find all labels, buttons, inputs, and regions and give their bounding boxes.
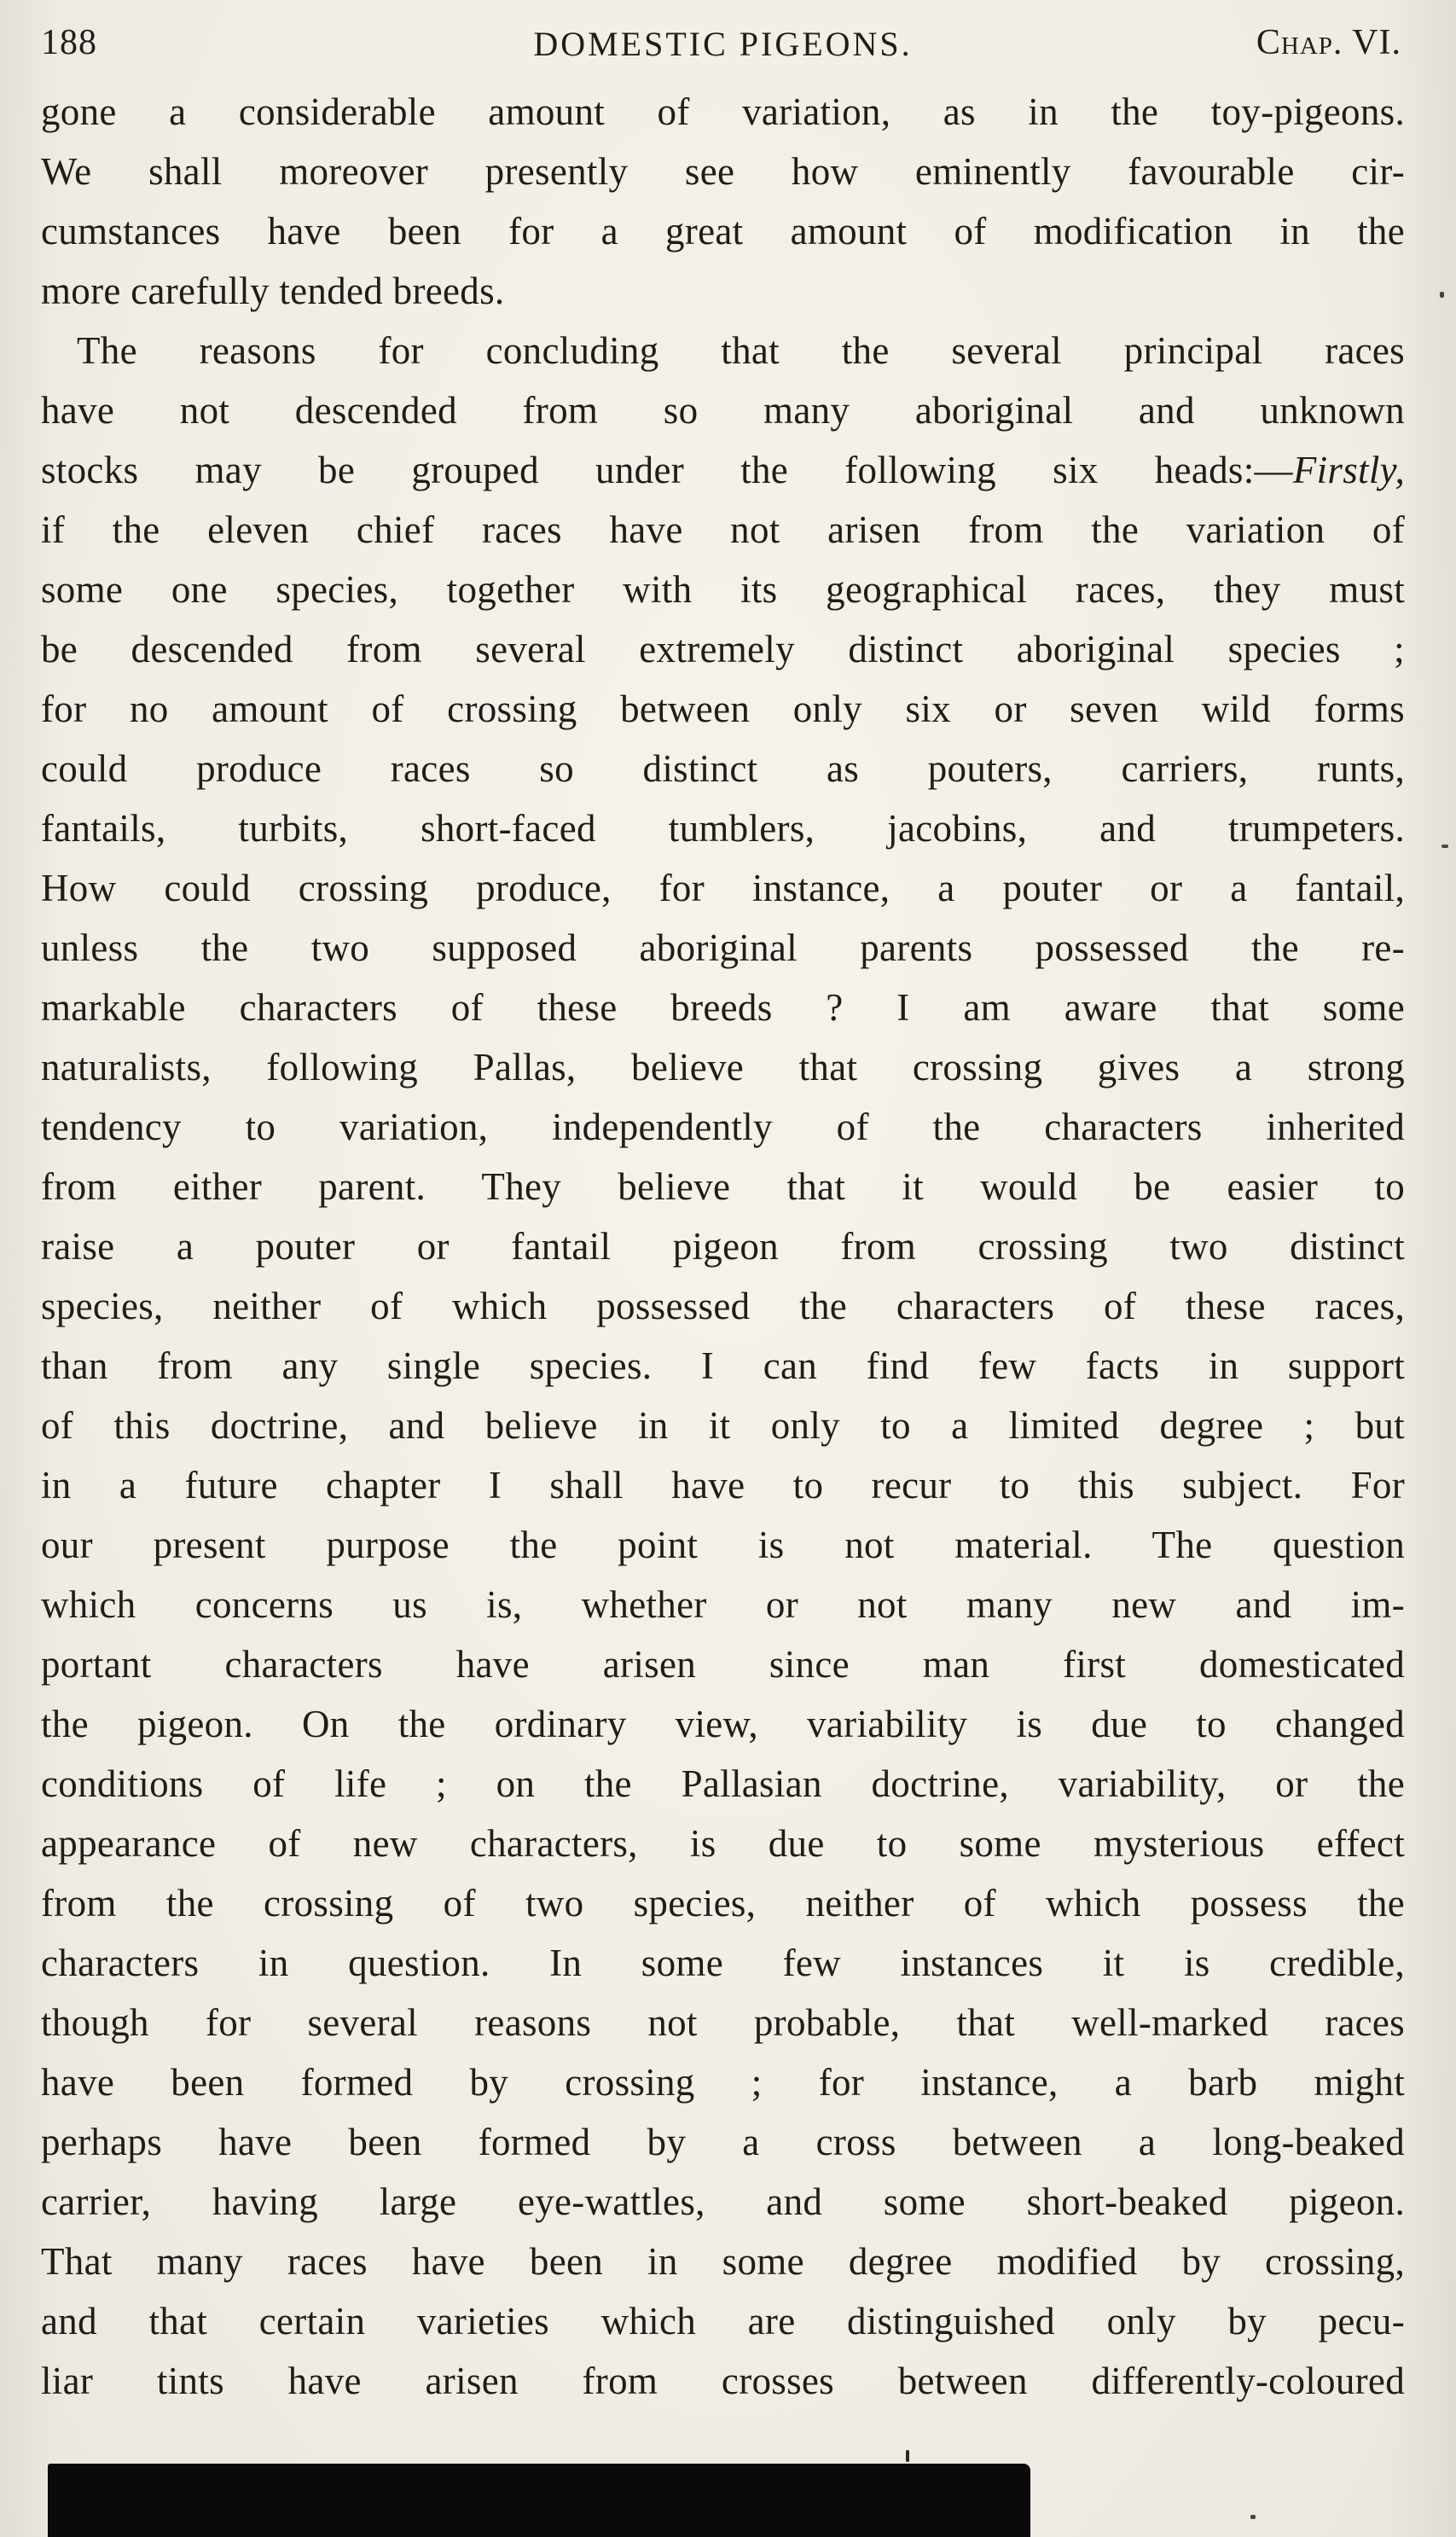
text-line <box>41 679 1405 739</box>
text-segment: than from any single species. I can find few facts in support <box>41 1344 1405 1387</box>
text-line <box>41 858 1405 918</box>
text-segment: liar tints have arisen from crosses between differently-coloured <box>41 2360 1405 2402</box>
text-line <box>41 1993 1405 2052</box>
text-line <box>41 2351 1405 2411</box>
text-line <box>41 1575 1405 1634</box>
text-segment: more carefully tended breeds. <box>41 270 505 312</box>
text-segment: markable characters of these breeds ? I am aware that some <box>41 986 1405 1029</box>
text-line <box>41 380 1405 440</box>
text-segment: carrier, having large eye-wattles, and some short-beaked pigeon. <box>41 2180 1405 2223</box>
text-line <box>41 201 1405 261</box>
text-line <box>41 918 1405 978</box>
text-line <box>41 1097 1405 1157</box>
text-line <box>41 1873 1405 1933</box>
text-line <box>41 1694 1405 1754</box>
text-line <box>41 1396 1405 1455</box>
text-segment: in a future chapter I shall have to recur to this subject. For <box>41 1464 1405 1507</box>
text-segment: species, neither of which possessed the characters of these races, <box>41 1285 1405 1327</box>
text-line <box>41 1634 1405 1694</box>
text-segment: naturalists, following Pallas, believe that crossing gives a strong <box>41 1046 1405 1089</box>
text-segment: unless the two supposed aboriginal parents possessed the re- <box>41 926 1405 969</box>
text-segment: portant characters have arisen since man first domesticated <box>41 1643 1405 1686</box>
text-segment: perhaps have been formed by a cross between a long-beaked <box>41 2121 1405 2163</box>
text-segment: The reasons for concluding that the several principal races <box>77 329 1405 372</box>
text-line <box>41 261 1405 321</box>
text-line <box>41 1455 1405 1515</box>
text-line <box>41 1157 1405 1216</box>
text-segment: have not descended from so many aboriginal and unknown <box>41 389 1405 432</box>
text-line <box>41 142 1405 201</box>
text-line <box>41 1933 1405 1993</box>
text-line <box>41 440 1405 500</box>
scan-artifact-bar <box>48 2464 1030 2537</box>
text-line <box>41 2112 1405 2172</box>
text-segment: We shall moreover presently see how eminently favourable cir- <box>41 150 1405 193</box>
text-line <box>41 739 1405 798</box>
text-segment: raise a pouter or fantail pigeon from crossing two distinct <box>41 1225 1405 1268</box>
text-segment: for no amount of crossing between only six or seven wild forms <box>41 688 1405 730</box>
text-line <box>41 1216 1405 1276</box>
text-segment: fantails, turbits, short-faced tumblers, jacobins, and trumpeters. <box>41 807 1405 850</box>
text-segment: from the crossing of two species, neither of which possess the <box>41 1882 1405 1925</box>
chapter-label: Chap. VI. <box>1256 23 1401 62</box>
text-line <box>41 560 1405 619</box>
text-line <box>41 1754 1405 1814</box>
text-segment: stocks may be grouped under the following six heads:— <box>41 449 1293 491</box>
text-segment: conditions of life ; on the Pallasian doctrine, variability, or the <box>41 1762 1405 1805</box>
text-line <box>41 500 1405 560</box>
page-number: 188 <box>41 23 97 62</box>
text-segment: though for several reasons not probable, that well-marked races <box>41 2001 1405 2044</box>
text-segment: tendency to variation, independently of the characters inherited <box>41 1106 1405 1148</box>
text-line <box>41 1037 1405 1097</box>
text-segment: characters in question. In some few instances it is credible, <box>41 1942 1405 1984</box>
text-segment: That many races have been in some degree modified by crossing, <box>41 2240 1405 2283</box>
text-line <box>41 798 1405 858</box>
text-segment: which concerns us is, whether or not many new and im- <box>41 1583 1405 1626</box>
text-segment: and that certain varieties which are distinguished only by pecu- <box>41 2300 1405 2343</box>
text-line <box>41 82 1405 142</box>
text-line <box>41 321 1405 380</box>
text-segment: some one species, together with its geographical races, they must <box>41 568 1405 611</box>
text-line <box>41 978 1405 1037</box>
text-line <box>41 1336 1405 1396</box>
text-line <box>41 2052 1405 2112</box>
scan-speck <box>1250 2515 1256 2519</box>
text-segment: could produce races so distinct as pouters, carriers, runts, <box>41 747 1405 790</box>
text-line <box>41 1276 1405 1336</box>
text-line <box>41 1814 1405 1873</box>
italic-text: Firstly, <box>1292 449 1405 491</box>
running-title: DOMESTIC PIGEONS. <box>533 25 913 63</box>
text-block <box>41 82 1405 2411</box>
text-line <box>41 2172 1405 2232</box>
page-header <box>41 22 1405 72</box>
text-line <box>41 2291 1405 2351</box>
text-segment: appearance of new characters, is due to some mysterious effect <box>41 1822 1405 1865</box>
text-segment: the pigeon. On the ordinary view, variability is due to changed <box>41 1703 1405 1745</box>
text-segment: from either parent. They believe that it would be easier to <box>41 1165 1405 1208</box>
text-segment: if the eleven chief races have not arisen from the variation of <box>41 508 1405 551</box>
text-line <box>41 1515 1405 1575</box>
text-segment: be descended from several extremely distinct aboriginal species ; <box>41 628 1405 671</box>
text-line <box>41 2232 1405 2291</box>
scan-speck <box>906 2450 909 2462</box>
text-segment: have been formed by crossing ; for instance, a barb might <box>41 2061 1405 2104</box>
text-segment: How could crossing produce, for instance, a pouter or a fantail, <box>41 867 1405 909</box>
text-segment: cumstances have been for a great amount of modification in the <box>41 210 1405 253</box>
text-segment: our present purpose the point is not material. The question <box>41 1524 1405 1566</box>
text-segment: gone a considerable amount of variation, as in the toy-pigeons. <box>41 90 1405 133</box>
scan-speck <box>1440 292 1444 298</box>
scan-speck <box>1441 845 1448 848</box>
text-line <box>41 619 1405 679</box>
text-segment: of this doctrine, and believe in it only to a limited degree ; but <box>41 1404 1405 1447</box>
